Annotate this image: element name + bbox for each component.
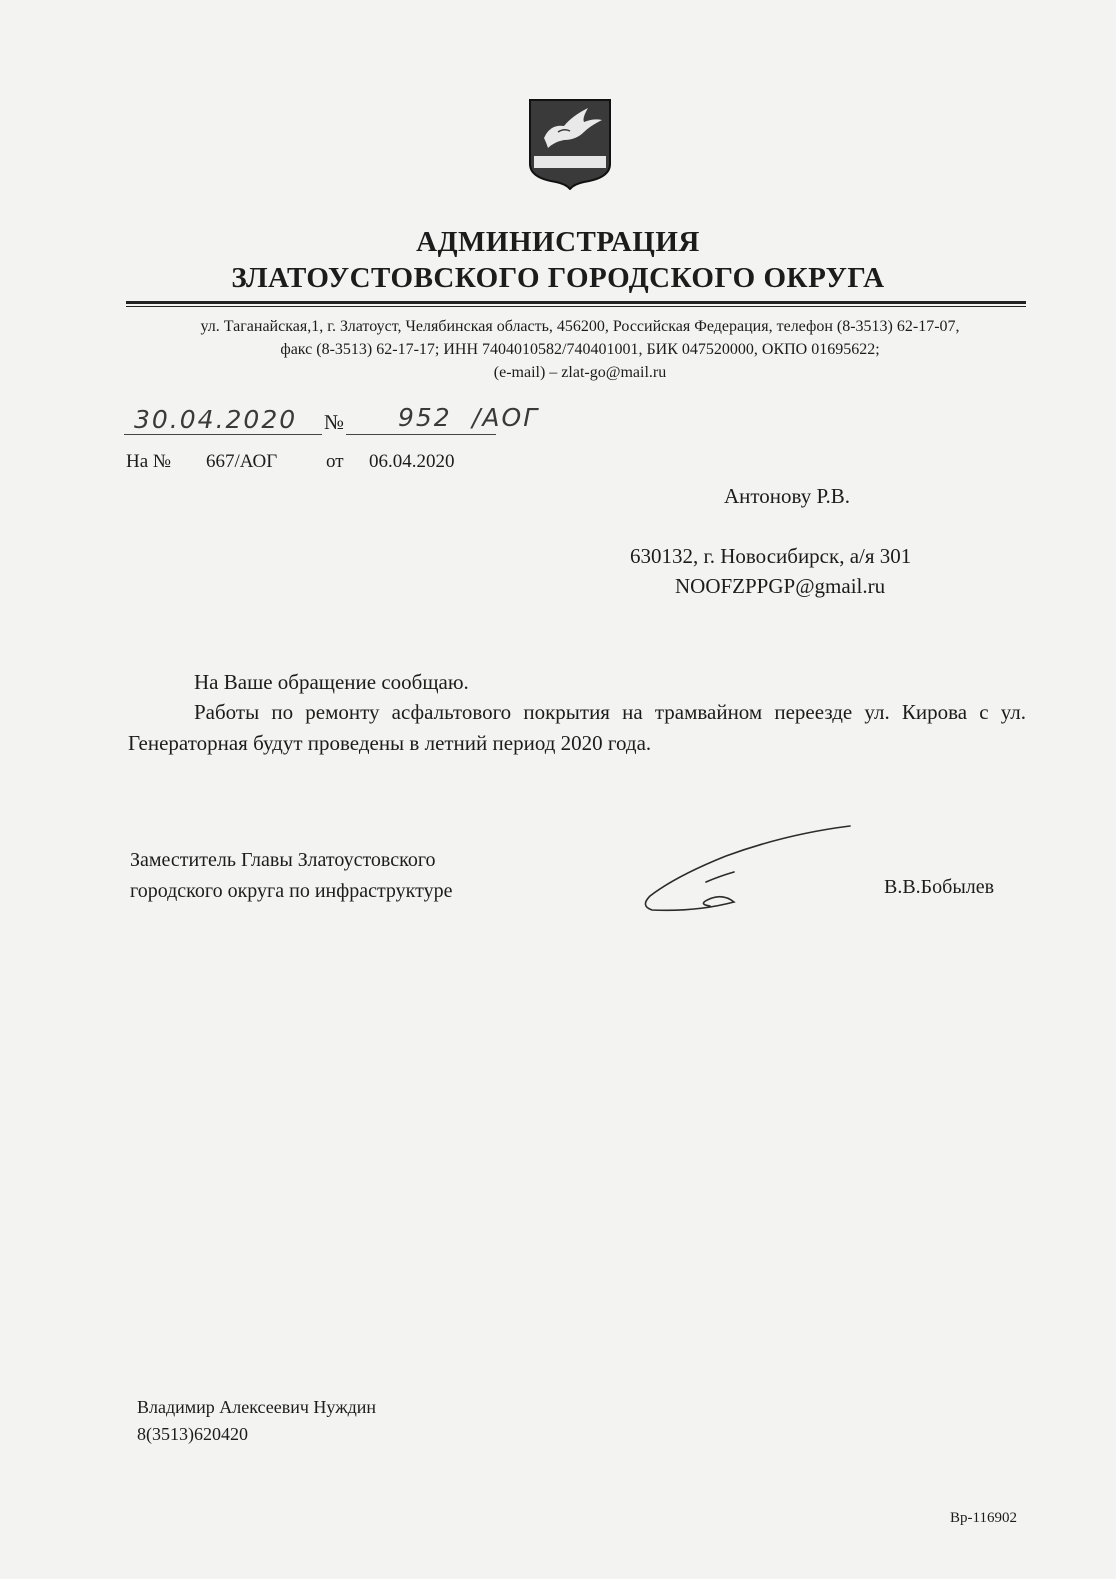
recipient-email: NOOFZPPGP@gmail.ru xyxy=(675,574,886,598)
executor-name: Владимир Алексеевич Нуждин xyxy=(137,1397,377,1417)
reply-date: 06.04.2020 xyxy=(369,451,455,472)
signer-position-line1: Заместитель Главы Златоустовского xyxy=(130,849,436,871)
coat-of-arms-emblem xyxy=(528,98,612,190)
header-divider-thin xyxy=(126,306,1026,307)
recipient-name: Антонову Р.В. xyxy=(724,484,851,508)
address-line1: ул. Таганайская,1, г. Златоуст, Челябинская область, 456200, Российская Федерация, телефон (8-3513) 62-17-07, xyxy=(200,318,960,335)
signer-position-line2: городского округа по инфраструктуре xyxy=(130,880,453,902)
number-sign: № xyxy=(324,410,345,434)
reply-from-label: от xyxy=(326,451,344,472)
reply-number: 667/АОГ xyxy=(206,451,278,472)
signer-name: В.В.Бобылев xyxy=(884,876,995,898)
recipient-address: 630132, г. Новосибирск, а/я 301 xyxy=(630,544,912,568)
date-underline xyxy=(124,434,322,435)
address-line2: факс (8-3513) 62-17-17; ИНН 7404010582/740401001, БИК 047520000, ОКПО 01695622; xyxy=(280,341,880,358)
handwritten-signature xyxy=(636,820,856,920)
reply-label: На № xyxy=(126,451,172,472)
body-paragraph2: Работы по ремонту асфальтового покрытия на трамвайном переезде ул. Кирова с ул. Генераторная будут проведены в летний период 2020 года. xyxy=(128,700,1026,755)
outgoing-suffix: /АОГ xyxy=(472,403,540,432)
header-divider xyxy=(126,301,1026,304)
footer-code: Вр-116902 xyxy=(950,1510,1017,1526)
body-paragraph1: На Ваше обращение сообщаю. xyxy=(194,670,469,694)
org-name-line2: ЗЛАТОУСТОВСКОГО ГОРОДСКОГО ОКРУГА xyxy=(231,262,885,294)
address-line3: (e-mail) – zlat-go@mail.ru xyxy=(493,364,667,381)
executor-phone: 8(3513)620420 xyxy=(137,1424,248,1444)
number-underline xyxy=(346,434,496,435)
org-name-line1: АДМИНИСТРАЦИЯ xyxy=(416,226,700,258)
outgoing-date: 30.04.2020 xyxy=(134,405,298,434)
outgoing-number: 952 xyxy=(398,403,452,432)
